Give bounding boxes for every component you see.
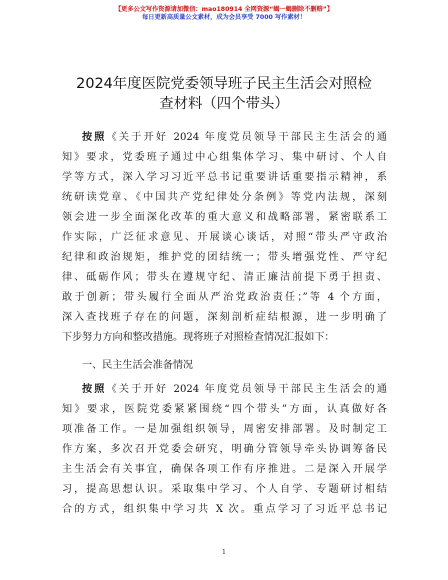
section-heading: 一、民主生活会准备情况 [82, 360, 194, 371]
paragraph-line: 学等方式，深入学习习近平总书记重要讲话重要指示精神，系 [62, 172, 387, 183]
paragraph-line: 按照《关于开好 2024 年度党员领导干部民主生活会的通 [82, 384, 387, 395]
paragraph-line: 作方案，多次召开党委会研究，明确分管领导牵头协调筹备民 [62, 444, 387, 455]
banner-line-red: 【更多公文写作资源请加微信：mao180914 全网资源“蝎一蝎删除不删赔”】 [114, 6, 334, 13]
paragraph-line: 按照《关于开好 2024 年度党员领导干部民主生活会的通 [82, 132, 387, 143]
paragraph-line: 项准备工作。一是加强组织领导，周密安排部署。及时制定工 [62, 424, 387, 435]
banner-line-blue: 每日更新高质量公文素材，成为会员享受 7000 写作素材！ [142, 14, 306, 21]
paragraph-lead: 按照 [82, 132, 107, 143]
paragraph-line: 领会进一步全面深化改革的重大意义和战略部署，紧密联系工 [62, 212, 387, 223]
paragraph-line: 敢于创新；带头履行全面从严治党政治责任；”等 4 个方面， [62, 292, 387, 303]
paragraph-line: 知》要求，党委班子通过中心组集体学习、集中研讨、个人自 [62, 152, 387, 163]
paragraph-line: 统研读党章、《中国共产党纪律处分条例》等党内法规，深刻 [62, 192, 387, 203]
paragraph-line: 合的方式，组织集中学习共 X 次。重点学习了习近平总书记 [62, 504, 387, 515]
paragraph-line: 纪律和政治规矩，维护党的团结统一；带头增强党性、严守纪 [62, 252, 387, 263]
paragraph-line: 作实际，广泛征求意见、开展谈心谈话，对照“带头严守政治 [62, 232, 387, 243]
section-paragraph [62, 380, 387, 520]
document-title-line-2: 查材料（四个带头） [159, 96, 289, 112]
paragraph-line: 律、砥砺作风；带头在遵规守纪、清正廉洁前提下勇于担责、 [62, 272, 387, 283]
paragraph-lead: 按照 [82, 384, 107, 395]
intro-paragraph [62, 128, 387, 348]
paragraph-line: 下步努力方向和整改措施。现将班子对照检查情况汇报如下： [62, 332, 335, 343]
paragraph-line: 主生活会有关事宜，确保各项工作有序推进。二是深入开展学 [62, 464, 387, 475]
document-title-line-1: 2024年度医院党委领导班子民主生活会对照检 [76, 76, 372, 92]
paragraph-line: 知》要求，医院党委紧紧围绕“四个带头”方面，认真做好各 [62, 404, 387, 415]
header-banner [0, 6, 448, 22]
paragraph-line: 深入查找班子存在的问题，深刻剖析症结根源，进一步明确了 [62, 312, 387, 323]
paragraph-line: 习，提高思想认识。采取集中学习、个人自学、专题研讨相结 [62, 484, 387, 495]
page-number: 1 [221, 548, 227, 556]
